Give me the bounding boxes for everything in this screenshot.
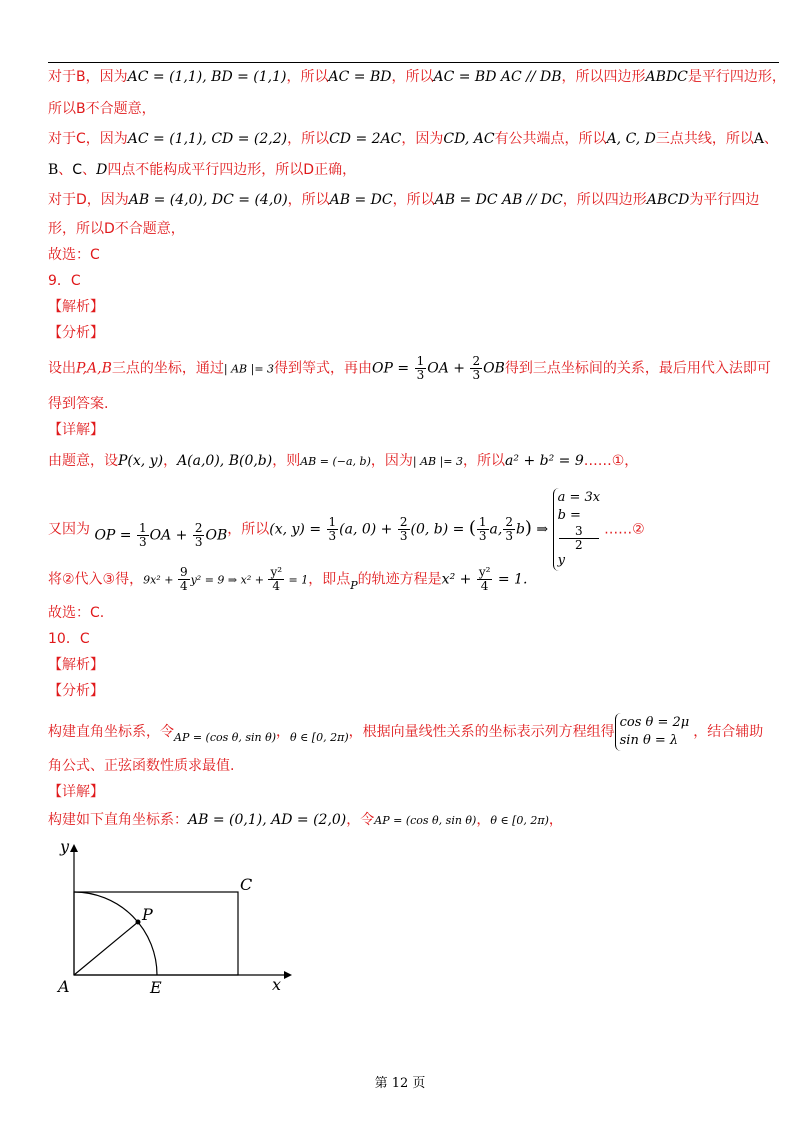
text: ，令 xyxy=(346,812,375,828)
math: AB = DC xyxy=(329,192,393,208)
segment-ap xyxy=(74,922,138,975)
num: 2 xyxy=(399,515,408,529)
option-b-conclusion: 所以B不合题意， xyxy=(48,101,156,117)
a-label: A xyxy=(58,977,70,996)
text: ，所以 xyxy=(287,131,330,147)
den: 3 xyxy=(194,535,203,549)
fraction xyxy=(178,566,190,593)
text: 又因为 xyxy=(48,521,90,538)
q9-xiangjie-heading: 【详解】 xyxy=(48,422,104,438)
num: 1 xyxy=(138,521,147,535)
math: AB // DC xyxy=(502,192,563,208)
fraction xyxy=(477,516,489,543)
math: AP = (cos θ, sin θ) xyxy=(174,731,277,744)
den: 3 xyxy=(478,529,487,543)
text: ，即点 xyxy=(308,571,351,588)
num: 1 xyxy=(328,515,337,529)
den: 4 xyxy=(480,579,489,593)
text: ， xyxy=(276,724,291,740)
eq-line: sin θ = λ xyxy=(619,733,679,748)
option-d-conclusion: 形，所以D不合题意， xyxy=(48,221,185,237)
math: AB = (0,1), AD = (2,0) xyxy=(188,812,347,828)
math: AB = DC xyxy=(434,192,498,208)
math: B xyxy=(48,162,59,178)
text: ，所以 xyxy=(287,192,330,208)
q9-fenxi-heading: 【分析】 xyxy=(48,325,104,341)
eq-line: a = 3x xyxy=(557,490,601,505)
math: 9x² + xyxy=(143,573,177,587)
text: 将②代入③得， xyxy=(48,571,144,588)
fraction xyxy=(477,566,493,593)
text: ， xyxy=(548,812,563,828)
num: 9 xyxy=(179,565,188,579)
fraction xyxy=(470,355,482,382)
q10-fenxi-line-1 xyxy=(48,713,763,751)
text: ，因为 xyxy=(370,453,413,469)
math: = 1 xyxy=(285,573,309,587)
num: 2 xyxy=(194,521,203,535)
fraction xyxy=(327,516,339,543)
fraction xyxy=(268,566,284,593)
den: 4 xyxy=(272,579,281,593)
math: CD, AC xyxy=(443,131,495,147)
den: 3 xyxy=(399,529,408,543)
text: ，所以四边形 xyxy=(562,192,647,208)
text: ，所以 xyxy=(392,192,435,208)
eq-line: b = xyxy=(557,508,581,523)
math: A, C, D xyxy=(606,131,656,147)
math: AC = (1,1), BD = (1,1) xyxy=(127,69,287,85)
math: OB xyxy=(483,360,505,377)
text: 构建直角坐标系，令 xyxy=(48,724,174,740)
math: AC // DB xyxy=(500,69,562,85)
math: OA + xyxy=(149,527,192,544)
q10-detail-line-1 xyxy=(48,811,563,830)
text: 对于D，因为 xyxy=(48,192,129,208)
text: 得到等式，再由 xyxy=(274,360,373,377)
p-label: P xyxy=(142,905,153,924)
point-p xyxy=(136,920,141,925)
c-label: C xyxy=(240,875,253,894)
text: ， xyxy=(476,812,491,828)
eq-var: y xyxy=(557,553,565,568)
text: ，根据向量线性关系的坐标表示列方程组得 xyxy=(348,724,615,740)
num: y² xyxy=(270,565,283,579)
math: OP = xyxy=(372,360,414,377)
math: P,A,B xyxy=(76,360,112,377)
text: ，所以 xyxy=(391,69,434,85)
math: OP = xyxy=(94,527,136,544)
num: 2 xyxy=(505,515,513,529)
math: P(x, y) xyxy=(118,453,164,469)
text: 三点共线，所以 xyxy=(655,131,754,147)
q9-detail-line-2: 又因为 OP = $\frac{1}{3}$ OA + $\frac{2}{3}$ OB，所以(x, y) = $\frac{1}{3}$ (a, 0) + $\frac{2}{3}$ (0, b) = ( $\frac{1}{3}$ a, $\frac{2}{3}$ b) ⇒ a = 3x b = 3 2 y ……② xyxy=(48,488,645,571)
math: a² + b² = 9 xyxy=(505,453,584,469)
q10-fenxi-heading: 【分析】 xyxy=(48,683,104,699)
den: 3 xyxy=(472,368,481,382)
eq-line: cos θ = 2μ xyxy=(619,715,690,730)
option-b-line xyxy=(48,68,786,86)
text: 由题意，设 xyxy=(48,453,118,469)
math: C xyxy=(72,162,83,178)
question-10-number: 10．C xyxy=(48,631,90,647)
math: OA + xyxy=(427,360,470,377)
question-9-number: 9．C xyxy=(48,273,81,289)
option-c-line-2 xyxy=(48,161,356,179)
math: AB = (4,0), DC = (4,0) xyxy=(128,192,288,208)
text: ，所以四边形 xyxy=(561,69,646,85)
system-brace xyxy=(553,488,605,571)
text: 对于C，因为 xyxy=(48,131,128,147)
num: 3 xyxy=(559,525,600,539)
page-footer: 第 12 页 xyxy=(374,1076,426,1091)
option-d-line xyxy=(48,191,759,209)
header-rule xyxy=(48,62,779,63)
q9-detail-line-3 xyxy=(48,566,527,593)
math: (a, 0) + xyxy=(339,521,397,538)
q10-xiangjie-heading: 【详解】 xyxy=(48,784,104,800)
math: P xyxy=(350,578,358,592)
math: AC = BD xyxy=(433,69,497,85)
fraction xyxy=(559,525,600,552)
math: y² = 9 ⇒ x² + xyxy=(190,573,268,587)
y-label: y xyxy=(60,838,70,856)
text: 三点的坐标，通过 xyxy=(111,360,224,377)
math: AP = (cos θ, sin θ) xyxy=(374,814,477,827)
op-expression xyxy=(94,522,227,549)
choice-9: 故选：C. xyxy=(48,605,105,621)
text: 的轨迹方程是 xyxy=(357,571,442,588)
math: x² + xyxy=(441,571,476,588)
q9-fenxi-line-2: 得到答案. xyxy=(48,396,109,412)
math: (0, b) = xyxy=(410,521,469,538)
text: ，所以 xyxy=(463,453,506,469)
text: ……①， xyxy=(583,453,639,469)
math: | AB |= 3 xyxy=(223,362,275,376)
den: 4 xyxy=(179,579,188,593)
math: = 1. xyxy=(493,571,528,588)
y-axis-arrow-icon xyxy=(70,844,78,852)
option-c-line xyxy=(48,130,778,148)
math: AC = BD xyxy=(328,69,392,85)
text: ， xyxy=(163,453,178,469)
x-label: x xyxy=(272,975,282,994)
fraction xyxy=(137,522,149,549)
text: 有公共端点，所以 xyxy=(494,131,607,147)
system-brace xyxy=(615,713,694,751)
q10-fenxi-line-2: 角公式、正弦函数性质求最值. xyxy=(48,758,235,774)
math: | AB |= 3 xyxy=(412,455,464,468)
text: 对于B，因为 xyxy=(48,69,128,85)
num: 1 xyxy=(478,515,487,529)
text: ，则 xyxy=(272,453,301,469)
text: 四点不能构成平行四边形，所以D正确， xyxy=(107,162,357,178)
math: AB = (−a, b) xyxy=(300,455,371,468)
fraction xyxy=(503,516,515,543)
text: ，因为 xyxy=(401,131,444,147)
num: y² xyxy=(478,565,491,579)
choice-8: 故选：C xyxy=(48,247,100,263)
math: D xyxy=(96,162,108,178)
den: 3 xyxy=(505,529,513,543)
text: 、 xyxy=(58,162,73,178)
den: 3 xyxy=(416,368,425,382)
math: OB xyxy=(205,527,228,544)
text: 为平行四边 xyxy=(689,192,760,208)
q9-detail-line-1 xyxy=(48,452,638,471)
fraction xyxy=(415,355,427,382)
text: ，所以 xyxy=(286,69,329,85)
text: 是平行四边形， xyxy=(687,69,786,85)
math: A xyxy=(753,131,765,147)
num: 1 xyxy=(416,354,425,368)
text: 构建如下直角坐标系： xyxy=(48,812,188,828)
math: ABDC xyxy=(645,69,688,85)
math: A(a,0), B(0,b) xyxy=(177,453,273,469)
e-label: E xyxy=(150,978,162,997)
q9-analysis-heading: 【解析】 xyxy=(48,299,104,315)
text: 设出 xyxy=(48,360,76,377)
den: 3 xyxy=(138,535,147,549)
coordinate-figure xyxy=(48,838,308,998)
math: CD = 2AC xyxy=(329,131,402,147)
math: AC = (1,1), CD = (2,2) xyxy=(127,131,288,147)
math: (x, y) = xyxy=(269,521,326,538)
text: 、 xyxy=(764,131,779,147)
math: θ ∈ [0, 2π) xyxy=(290,731,349,744)
q9-fenxi-line-1 xyxy=(48,355,771,382)
num: 2 xyxy=(472,354,481,368)
den: 2 xyxy=(575,538,583,552)
q10-analysis-heading: 【解析】 xyxy=(48,657,104,673)
fraction xyxy=(193,522,205,549)
math: ABCD xyxy=(646,192,690,208)
text: 、 xyxy=(82,162,97,178)
x-axis-arrow-icon xyxy=(284,971,292,979)
den: 3 xyxy=(328,529,337,543)
text: ……② xyxy=(604,521,645,538)
text: ，所以 xyxy=(227,521,270,538)
text: 得到三点坐标间的关系，最后用代入法即可 xyxy=(504,360,771,377)
fraction xyxy=(398,516,410,543)
math: θ ∈ [0, 2π) xyxy=(490,814,549,827)
text: ，结合辅助 xyxy=(693,724,764,740)
